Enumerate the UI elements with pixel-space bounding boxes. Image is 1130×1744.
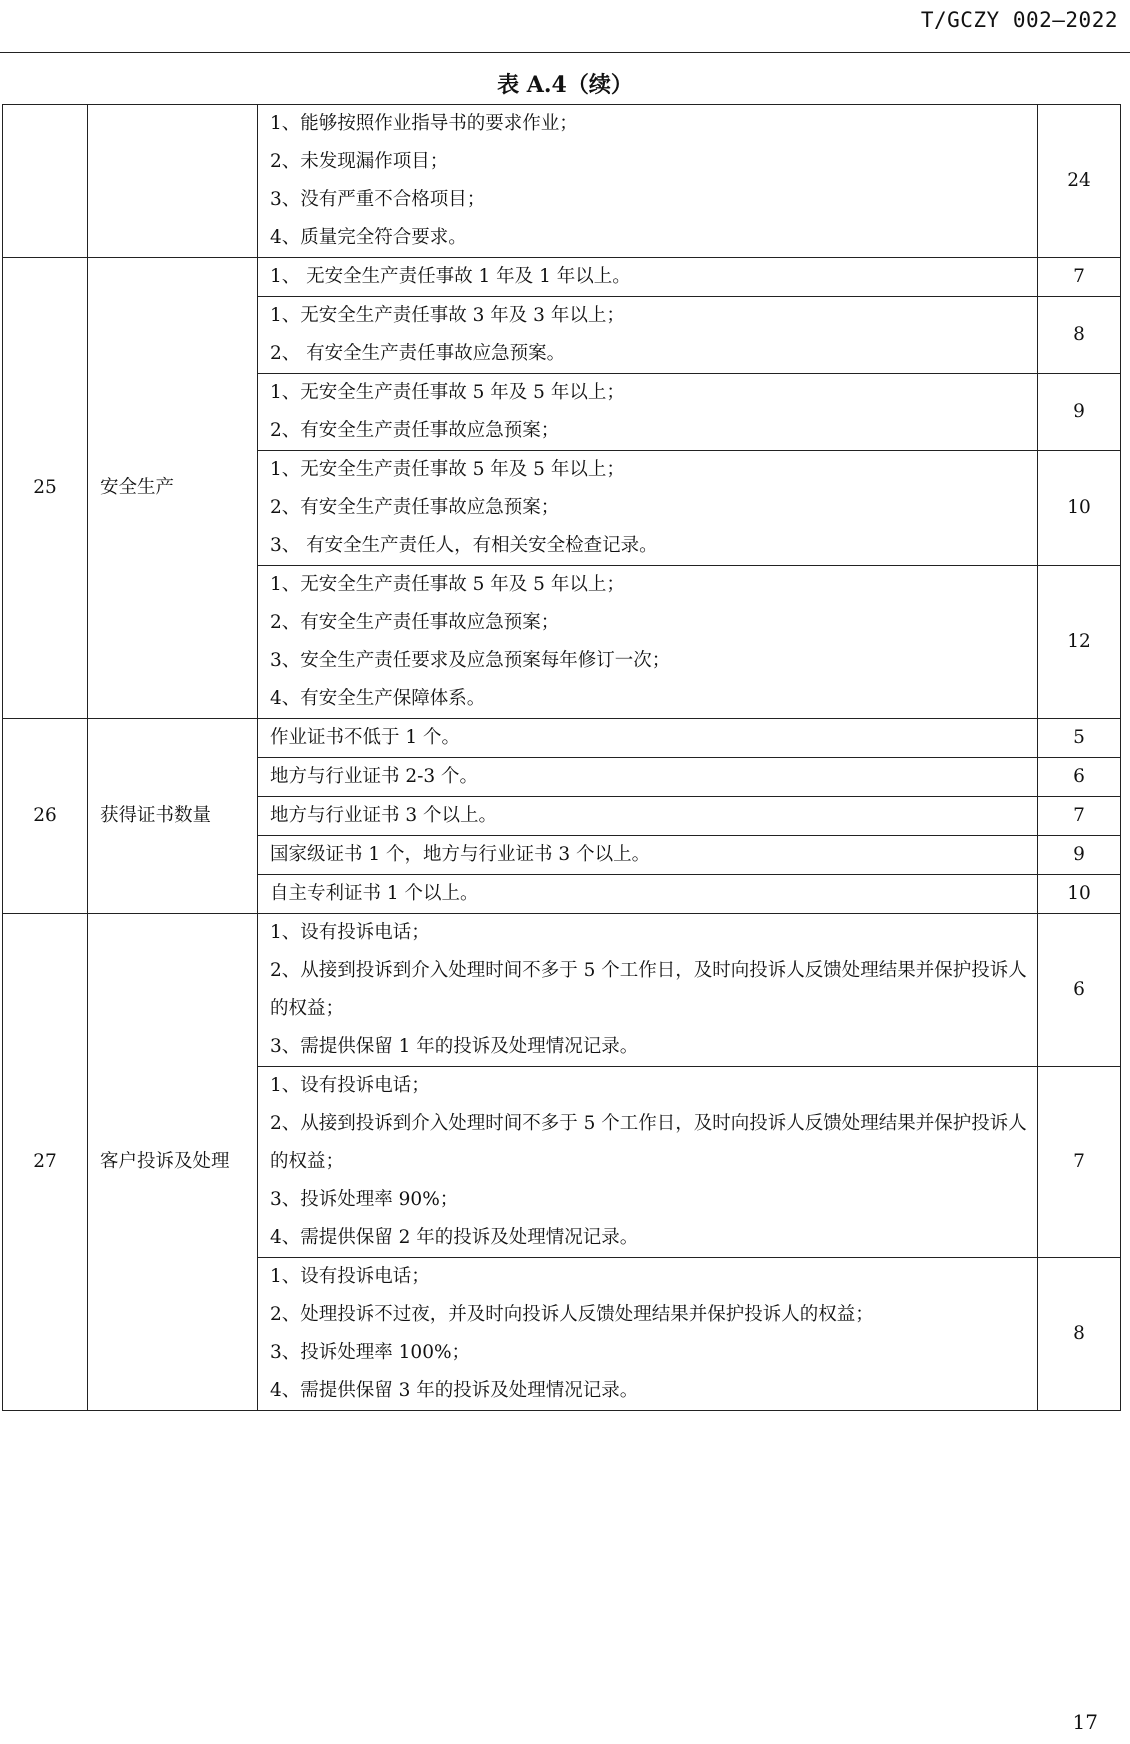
table-row — [3, 914, 1121, 1067]
criteria-cell — [258, 836, 1038, 875]
document-id: T/GCZY 002—2022 — [920, 8, 1118, 32]
score-cell: 9 — [1038, 374, 1121, 451]
criteria-line: 3、投诉处理率 100%； — [270, 1342, 471, 1363]
criteria-line: 自主专利证书 1 个以上。 — [270, 883, 479, 904]
criteria-line: 1、无安全生产责任事故 5 年及 5 年以上； — [270, 459, 625, 480]
score-cell: 7 — [1038, 258, 1121, 297]
criteria-line: 1、无安全生产责任事故 5 年及 5 年以上； — [270, 382, 625, 403]
score-cell: 9 — [1038, 836, 1121, 875]
score-cell: 12 — [1038, 566, 1121, 719]
criteria-cell — [258, 105, 1038, 258]
criteria-line: 3、安全生产责任要求及应急预案每年修订一次； — [270, 650, 671, 671]
score-cell: 8 — [1038, 1258, 1121, 1411]
criteria-line: 3、 有安全生产责任人，有相关安全检查记录。 — [270, 535, 658, 556]
score-cell: 5 — [1038, 719, 1121, 758]
criteria-line: 2、处理投诉不过夜，并及时向投诉人反馈处理结果并保护投诉人的权益； — [270, 1304, 874, 1325]
criteria-cell — [258, 566, 1038, 719]
scoring-table — [2, 104, 1121, 1411]
item-number-cell: 25 — [3, 258, 88, 719]
criteria-cell — [258, 875, 1038, 914]
table-container — [2, 104, 1121, 1411]
item-number-cell — [3, 105, 88, 258]
criteria-line: 2、从接到投诉到介入处理时间不多于 5 个工作日，及时向投诉人反馈处理结果并保护投诉人的权益； — [270, 960, 1027, 1019]
table-row — [3, 105, 1121, 258]
criteria-cell — [258, 1258, 1038, 1411]
score-cell: 7 — [1038, 1067, 1121, 1258]
score-cell: 10 — [1038, 451, 1121, 566]
criteria-line: 作业证书不低于 1 个。 — [270, 727, 461, 748]
criteria-cell — [258, 258, 1038, 297]
table-title: 表 A.4（续） — [497, 72, 633, 98]
criteria-cell — [258, 758, 1038, 797]
criteria-line: 1、能够按照作业指导书的要求作业； — [270, 113, 578, 134]
criteria-line: 3、没有严重不合格项目； — [270, 189, 486, 210]
item-name-cell: 客户投诉及处理 — [88, 914, 258, 1411]
criteria-cell — [258, 719, 1038, 758]
criteria-line: 4、有安全生产保障体系。 — [270, 688, 486, 709]
score-cell: 24 — [1038, 105, 1121, 258]
table-row — [3, 719, 1121, 758]
criteria-line: 1、设有投诉电话； — [270, 1266, 430, 1287]
criteria-line: 4、质量完全符合要求。 — [270, 227, 467, 248]
page-number: 17 — [1072, 1710, 1098, 1734]
criteria-line: 1、设有投诉电话； — [270, 922, 430, 943]
score-cell: 10 — [1038, 875, 1121, 914]
criteria-line: 3、投诉处理率 90%； — [270, 1189, 459, 1210]
criteria-cell — [258, 797, 1038, 836]
item-name-cell: 安全生产 — [88, 258, 258, 719]
criteria-line: 4、需提供保留 3 年的投诉及处理情况记录。 — [270, 1380, 639, 1401]
score-cell: 6 — [1038, 914, 1121, 1067]
criteria-line: 1、无安全生产责任事故 5 年及 5 年以上； — [270, 574, 625, 595]
score-cell: 8 — [1038, 297, 1121, 374]
criteria-line: 2、 有安全生产责任事故应急预案。 — [270, 343, 566, 364]
criteria-line: 2、从接到投诉到介入处理时间不多于 5 个工作日，及时向投诉人反馈处理结果并保护投诉人的权益； — [270, 1113, 1027, 1172]
table-body — [3, 105, 1121, 1411]
criteria-line: 地方与行业证书 3 个以上。 — [270, 805, 498, 826]
criteria-line: 1、 无安全生产责任事故 1 年及 1 年以上。 — [270, 266, 631, 287]
table-row — [3, 258, 1121, 297]
score-cell: 7 — [1038, 797, 1121, 836]
score-cell: 6 — [1038, 758, 1121, 797]
criteria-line: 地方与行业证书 2-3 个。 — [270, 766, 479, 787]
criteria-line: 2、有安全生产责任事故应急预案； — [270, 497, 560, 518]
item-number-cell: 27 — [3, 914, 88, 1411]
criteria-cell — [258, 1067, 1038, 1258]
criteria-line: 2、有安全生产责任事故应急预案； — [270, 420, 560, 441]
criteria-cell — [258, 914, 1038, 1067]
criteria-line: 4、需提供保留 2 年的投诉及处理情况记录。 — [270, 1227, 639, 1248]
criteria-cell — [258, 451, 1038, 566]
criteria-line: 2、有安全生产责任事故应急预案； — [270, 612, 560, 633]
criteria-cell — [258, 374, 1038, 451]
criteria-line: 1、设有投诉电话； — [270, 1075, 430, 1096]
criteria-cell — [258, 297, 1038, 374]
header-rule — [0, 52, 1130, 53]
criteria-line: 1、无安全生产责任事故 3 年及 3 年以上； — [270, 305, 625, 326]
item-name-cell — [88, 105, 258, 258]
criteria-line: 3、需提供保留 1 年的投诉及处理情况记录。 — [270, 1036, 639, 1057]
criteria-line: 2、未发现漏作项目； — [270, 151, 449, 172]
item-number-cell: 26 — [3, 719, 88, 914]
item-name-cell: 获得证书数量 — [88, 719, 258, 914]
criteria-line: 国家级证书 1 个，地方与行业证书 3 个以上。 — [270, 844, 651, 865]
